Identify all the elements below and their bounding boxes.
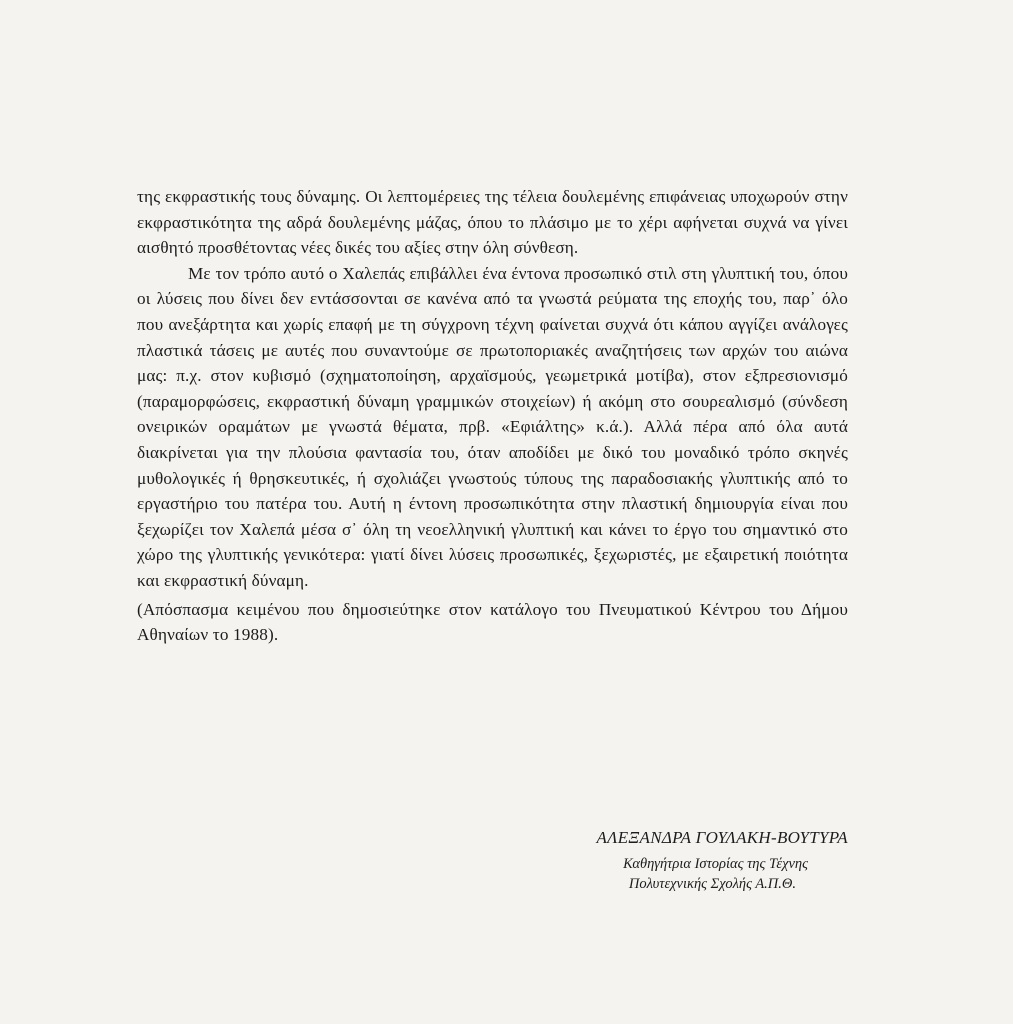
paragraph-main: Με τον τρόπο αυτό ο Χαλεπάς επιβάλλει ένα έντονα προσωπικό στιλ στη γλυπτική του, όπου οι λύσεις που δίνει δεν εντάσσονται σε κανένα από τα γνωστά ρεύματα της εποχής του, παρ᾽ όλο που ανεξάρτητα και χωρίς επαφή με τη σύγχρονη τέχνη φαίνεται συχνά ότι κάπου αγγίζει ανάλογες πλαστικά τάσεις με αυτές που συναντούμε σε πρωτοποριακές αναζητήσεις των αρχών του αιώνα μας: π.χ. στον κυβισμό (σχηματοποίηση, αρχαϊσμούς, γεωμετρικά μοτίβα), στον εξπρεσιονισμό (παραμορφώσεις, εκφραστική δύναμη γραμμικών στοιχείων) ή ακόμη στο σουρεαλισμό (σύνδεση ονειρικών οραμάτων με γνωστά θέματα, πρβ. «Εφιάλτης» κ.ά.). Αλλά πέρα από όλα αυτά διακρίνεται για την πλούσια φαντασία του, όταν αποδίδει με δικό του μοναδικό τρόπο σκηνές μυθολογικές ή θρησκευτικές, ή σχολιάζει γνωστούς τύπους της παραδοσιακής γλυπτικής από το εργαστήριο του πατέρα του. Αυτή η έντονη προσωπικότητα στην πλαστική δημιουργία είναι που ξεχωρίζει τον Χαλεπά μέσα σ᾽ όλη τη νεοελληνική γλυπτική και κάνει το έργο του σημαντικό στο χώρο της γλυπτικής γενικότερα: γιατί δίνει λύσεις προσωπικές, ξεχωριστές, με εξαιρετική ποιότητα και εκφραστική δύναμη. (137, 263, 848, 590)
author-institution: Πολυτεχνικής Σχολής Α.Π.Θ. (628, 876, 796, 892)
paragraph-continuation: της εκφραστικής τους δύναμης. Οι λεπτομέρειες της τέλεια δουλεμένης επιφάνειας υποχωρούν στην εκφραστικότητα της αδρά δουλεμένης μάζας, όπου το πλάσιμο με το χέρι αφήνεται συχνά να γίνει αισθητό προσθέτοντας νέες δικές του αξίες στην όλη σύνθεση. (137, 187, 848, 258)
author-name: ΑΛΕΞΑΝΔΡΑ ΓΟΥΛΑΚΗ-ΒΟΥΤΥΡΑ (596, 828, 848, 847)
article-body (137, 184, 848, 648)
source-note: (Απόσπασμα κειμένου που δημοσιεύτηκε στον κατάλογο του Πνευματικού Κέντρου του Δήμου Αθηναίων το 1988). (137, 599, 848, 645)
author-title: Καθηγήτρια Ιστορίας της Τέχνης (623, 856, 808, 872)
